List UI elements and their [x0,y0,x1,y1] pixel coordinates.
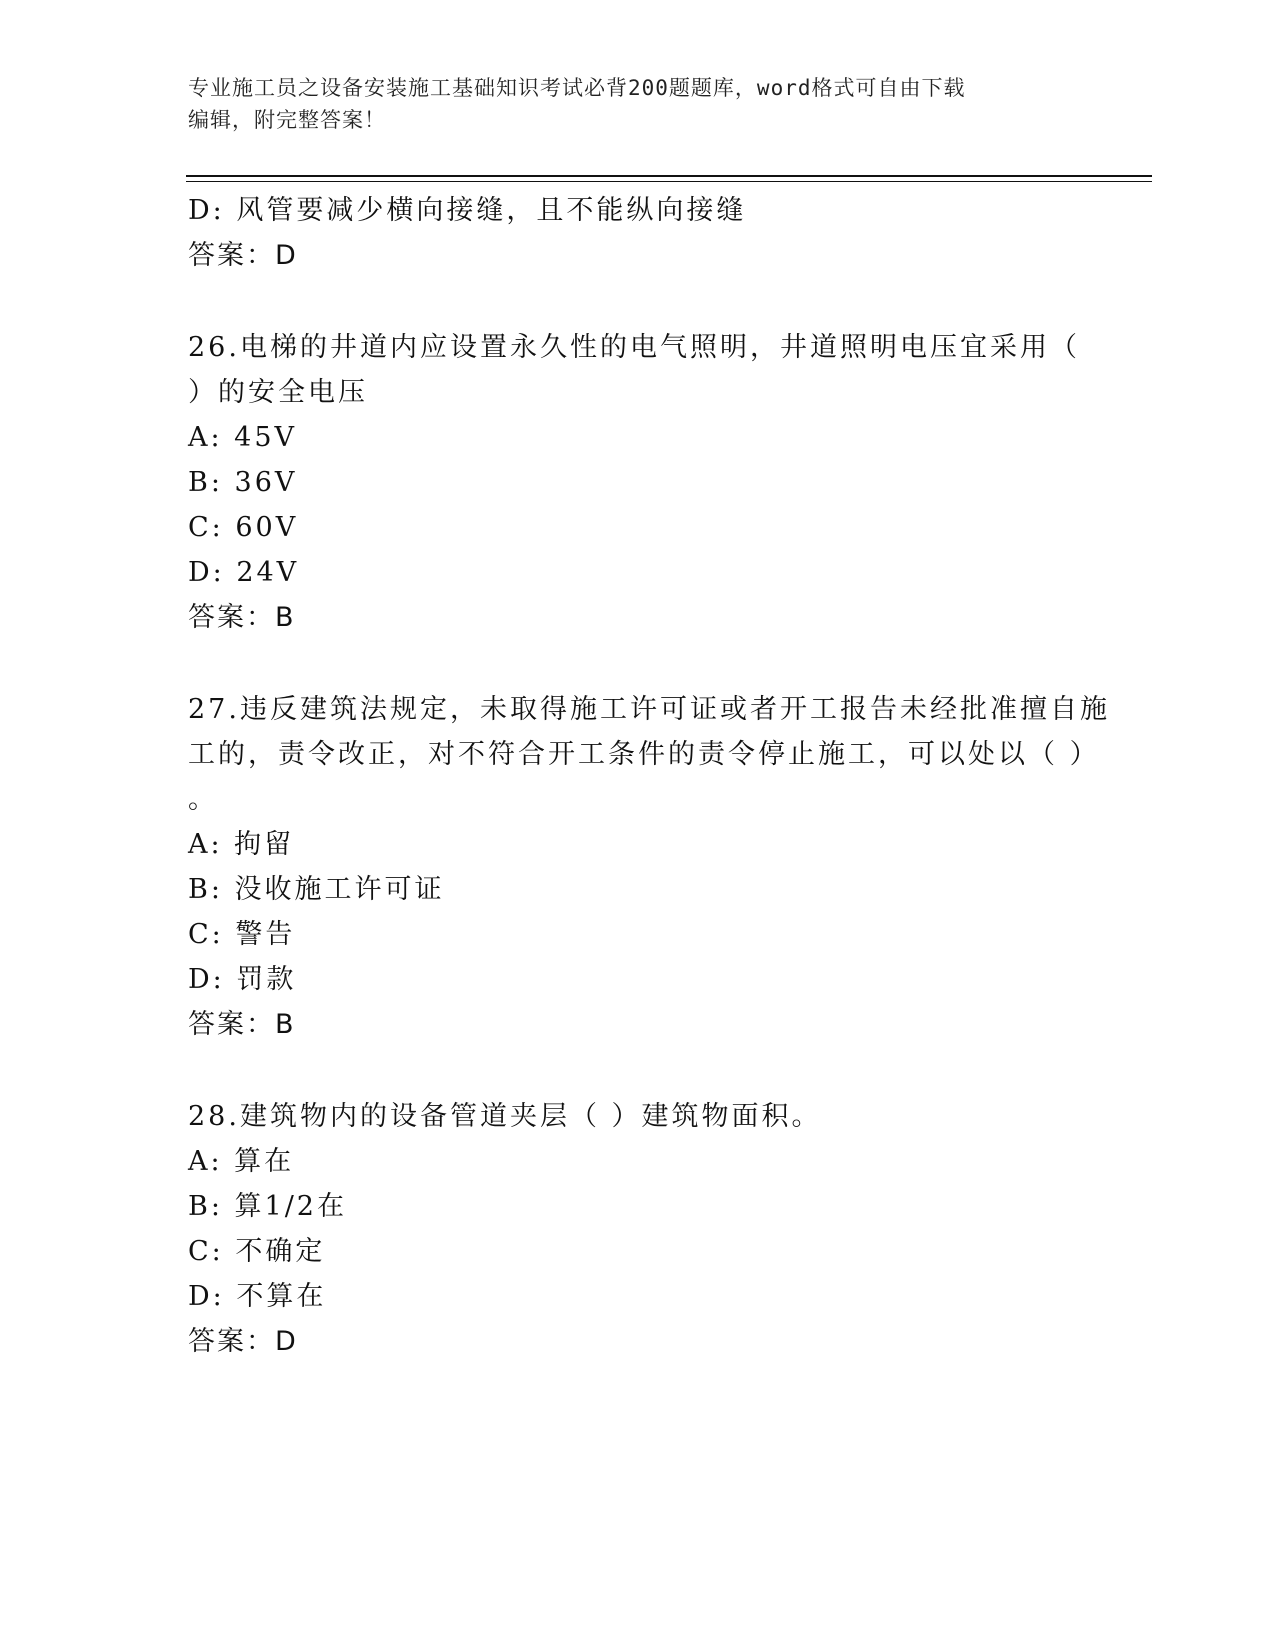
option-d: D: 不算在 [188,1281,327,1312]
answer: 答案：B [188,602,296,633]
header-rule-thin [186,181,1152,182]
option-d: D: 24V [188,557,300,588]
header-line-2: 编辑，附完整答案！ [188,108,386,132]
question-stem [188,687,1110,822]
question-stem [188,325,1088,415]
previous-question-tail [188,188,1088,278]
question-26 [188,325,1088,640]
option-c: C: 60V [188,512,299,543]
answer: 答案：B [188,1009,296,1040]
stem-line: 27.违反建筑法规定，未取得施工许可证或者开工报告未经批准擅自施 [188,694,1110,725]
option-a: A: 45V [188,422,298,453]
option-b: B: 算1/2在 [188,1191,347,1222]
spacer [188,640,1088,687]
spacer [188,278,1088,325]
option-b: B: 没收施工许可证 [188,874,445,905]
stem-line: 工的，责令改正，对不符合开工条件的责令停止施工，可以处以（ ） [188,739,1100,770]
option-d: D: 风管要减少横向接缝，且不能纵向接缝 [188,195,747,226]
stem-line: 。 [188,784,218,815]
stem-line: ）的安全电压 [188,377,368,408]
option-c: C: 警告 [188,919,296,950]
document-header [188,72,1088,136]
header-rule-thick [186,175,1152,177]
option-a: A: 算在 [188,1146,295,1177]
stem-line: 28.建筑物内的设备管道夹层（ ）建筑物面积。 [188,1101,822,1132]
header-line-1: 专业施工员之设备安装施工基础知识考试必背200题题库，word格式可自由下载 [188,76,966,100]
stem-line: 26.电梯的井道内应设置永久性的电气照明，井道照明电压宜采用（ [188,332,1080,363]
question-28 [188,1094,1088,1364]
question-27 [188,687,1110,1047]
spacer [188,1047,1088,1094]
option-c: C: 不确定 [188,1236,326,1267]
option-a: A: 拘留 [188,829,295,860]
option-b: B: 36V [188,467,298,498]
option-d: D: 罚款 [188,964,297,995]
document-body [188,188,1110,1364]
answer: 答案：D [188,1326,298,1357]
question-stem [188,1094,1088,1139]
answer: 答案：D [188,240,298,271]
